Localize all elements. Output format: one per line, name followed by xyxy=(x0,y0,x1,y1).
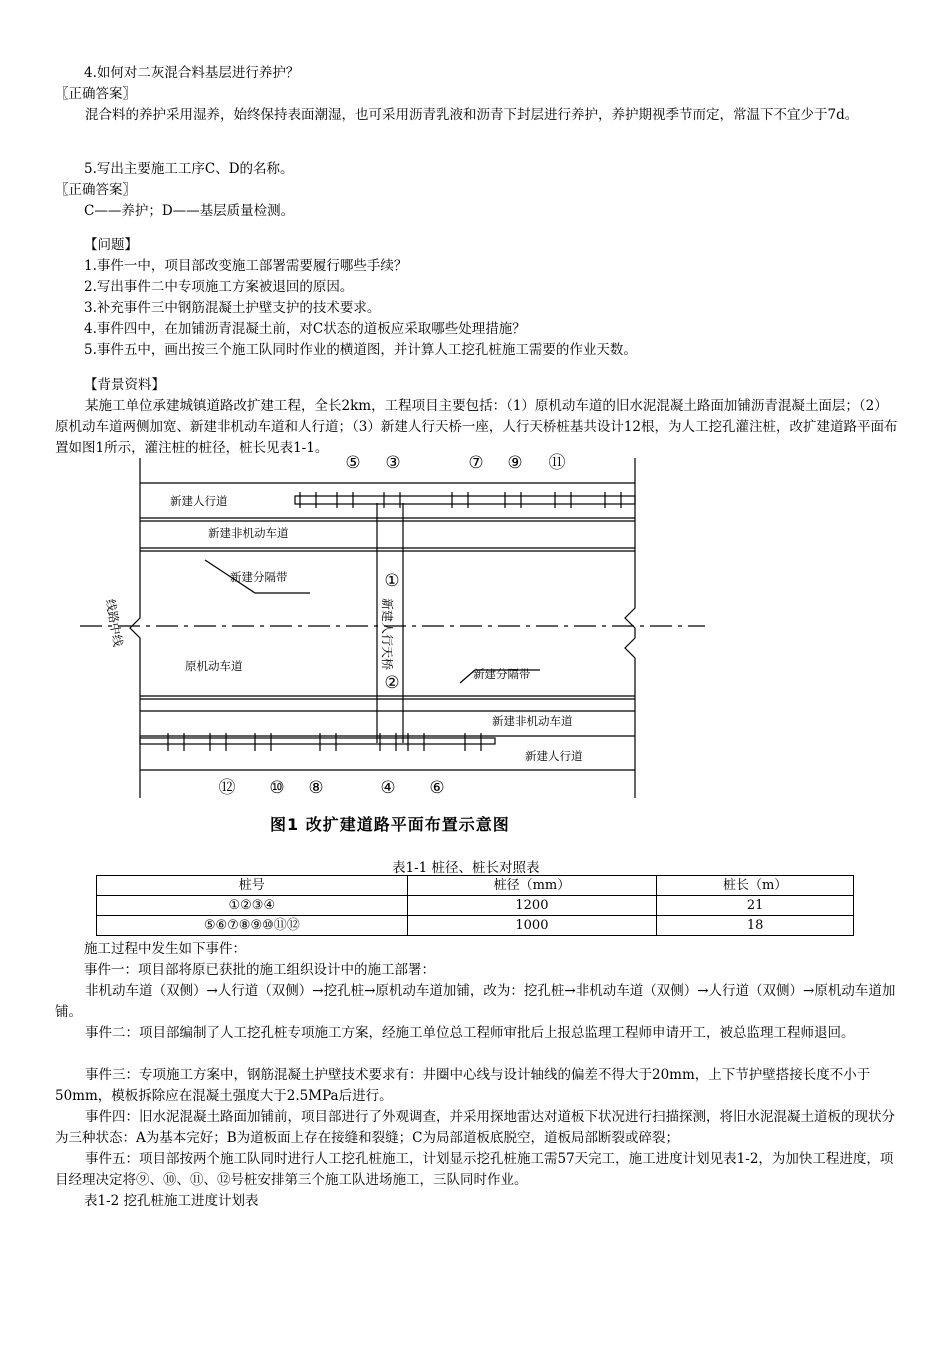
road-layout-figure xyxy=(80,448,720,808)
pile-8-label: ⑧ xyxy=(308,778,324,798)
pile-table xyxy=(96,875,854,936)
event-3: 事件三：专项施工方案中，钢筋混凝土护壁技术要求有：井圈中心线与设计轴线的偏差不得大于20mm，上下节护壁搭接长度不小于50mm，模板拆除应在混凝土强度大于2.5MPa后进行。 xyxy=(55,1067,871,1104)
pile-6-label: ⑥ xyxy=(429,778,445,798)
figure-caption: 图1 改扩建道路平面布置示意图 xyxy=(270,815,510,834)
table-cell: 18 xyxy=(657,916,854,936)
table-row xyxy=(97,896,854,916)
background-text: 某施工单位承建城镇道路改扩建工程，全长2km，工程项目主要包括：（1）原机动车道的旧水泥混凝土路面加铺沥青混凝土面层；（2）原机动车道两侧加宽、新建非机动车道和人行道；（3）新建人行天桥一座，人行天桥桩基共设计12根，为人工挖孔灌注桩，改扩建道路平面布置如图1所示，灌注桩的桩径，桩长见表1-1。 xyxy=(55,398,898,456)
table-cell: ⑤⑥⑦⑧⑨⑩⑪⑫ xyxy=(97,916,408,936)
pile-1-label: ① xyxy=(384,571,400,591)
table1-caption: 表1-1 桩径、桩长对照表 xyxy=(392,860,540,876)
table-cell: ①②③④ xyxy=(97,896,408,916)
question-5: 5.事件五中，画出按三个施工队同时作业的横道图，并计算人工挖孔桩施工需要的作业天数。 xyxy=(84,342,637,358)
answer-4-text: 混合料的养护采用湿养，始终保持表面潮湿，也可采用沥青乳液和沥青下封层进行养护，养护期视季节而定，常温下不宜少于7d。 xyxy=(85,107,859,123)
label-sidewalk-bottom: 新建人行道 xyxy=(525,749,583,763)
answer-4-label: 〖正确答案〗 xyxy=(55,86,136,102)
event-5: 事件五：项目部按两个施工队同时进行人工挖孔桩施工，计划显示挖孔桩施工需57天完工，施工进度计划见表1-2，为加快工程进度，项目经理决定将⑨、⑩、⑪、⑫号桩安排第三个施工队进场施工，三队同时作业。 xyxy=(55,1151,894,1188)
events-intro: 施工过程中发生如下事件： xyxy=(84,941,246,957)
table2-caption: 表1-2 挖孔桩施工进度计划表 xyxy=(84,1193,259,1209)
label-divider-bottom: 新建分隔带 xyxy=(473,667,531,681)
label-orig-motor: 原机动车道 xyxy=(185,659,243,673)
table-header: 桩号 xyxy=(97,876,408,896)
pile-11-label: ⑪ xyxy=(548,453,566,473)
background-heading: 【背景资料】 xyxy=(84,377,165,393)
table-header: 桩径（mm） xyxy=(407,876,657,896)
event-1-detail: 非机动车道（双侧）→人行道（双侧）→挖孔桩→原机动车道加铺，改为：挖孔桩→非机动车道（双侧）→人行道（双侧）→原机动车道加铺。 xyxy=(55,983,896,1020)
table-header-row xyxy=(97,876,854,896)
pile-3-label: ③ xyxy=(385,453,401,473)
pile-10-label: ⑩ xyxy=(269,778,285,798)
table-row xyxy=(97,916,854,936)
pile-5-label: ⑤ xyxy=(345,453,361,473)
pile-9-label: ⑨ xyxy=(507,453,523,473)
label-sidewalk-top: 新建人行道 xyxy=(170,494,228,508)
answer-5-text: C——养护；D——基层质量检测。 xyxy=(84,203,295,219)
question-1: 1.事件一中，项目部改变施工部署需要履行哪些手续？ xyxy=(84,258,408,274)
question-4: 4.事件四中，在加铺沥青混凝土前，对C状态的道板应采取哪些处理措施？ xyxy=(84,321,526,337)
label-nonmotor-top: 新建非机动车道 xyxy=(208,526,289,540)
question-2: 2.写出事件二中专项施工方案被退回的原因。 xyxy=(84,279,354,295)
table-header: 桩长（m） xyxy=(657,876,854,896)
event-2: 事件二：项目部编制了人工挖孔桩专项施工方案，经施工单位总工程师审批后上报总监理工程师申请开工，被总监理工程师退回。 xyxy=(85,1025,855,1041)
pile-12-label: ⑫ xyxy=(218,778,236,798)
label-divider-top: 新建分隔带 xyxy=(230,570,288,584)
questions-heading: 【问题】 xyxy=(84,237,138,253)
table-cell: 1200 xyxy=(407,896,657,916)
answer-4-question: 4.如何对二灰混合料基层进行养护？ xyxy=(84,65,300,81)
label-nonmotor-bottom: 新建非机动车道 xyxy=(492,714,573,728)
pile-4-label: ④ xyxy=(380,778,396,798)
label-bridge: 新建人行天桥 xyxy=(380,598,394,671)
label-centerline: 线路中线 xyxy=(103,598,126,648)
table-cell: 21 xyxy=(657,896,854,916)
question-3: 3.补充事件三中钢筋混凝土护壁支护的技术要求。 xyxy=(84,300,381,316)
event-4: 事件四：旧水泥混凝土路面加铺前，项目部进行了外观调查，并采用探地雷达对道板下状况进行扫描探测，将旧水泥混凝土道板的现状分为三种状态：A为基本完好；B为道板面上存在接缝和裂缝；C为局部道板底脱空，道板局部断裂或碎裂； xyxy=(55,1109,895,1146)
event-1: 事件一：项目部将原已获批的施工组织设计中的施工部署： xyxy=(84,962,435,978)
pile-7-label: ⑦ xyxy=(468,453,484,473)
answer-5-label: 〖正确答案〗 xyxy=(55,182,136,198)
table-cell: 1000 xyxy=(407,916,657,936)
pile-2-label: ② xyxy=(384,673,400,693)
answer-5-question: 5.写出主要施工工序C、D的名称。 xyxy=(84,161,294,177)
